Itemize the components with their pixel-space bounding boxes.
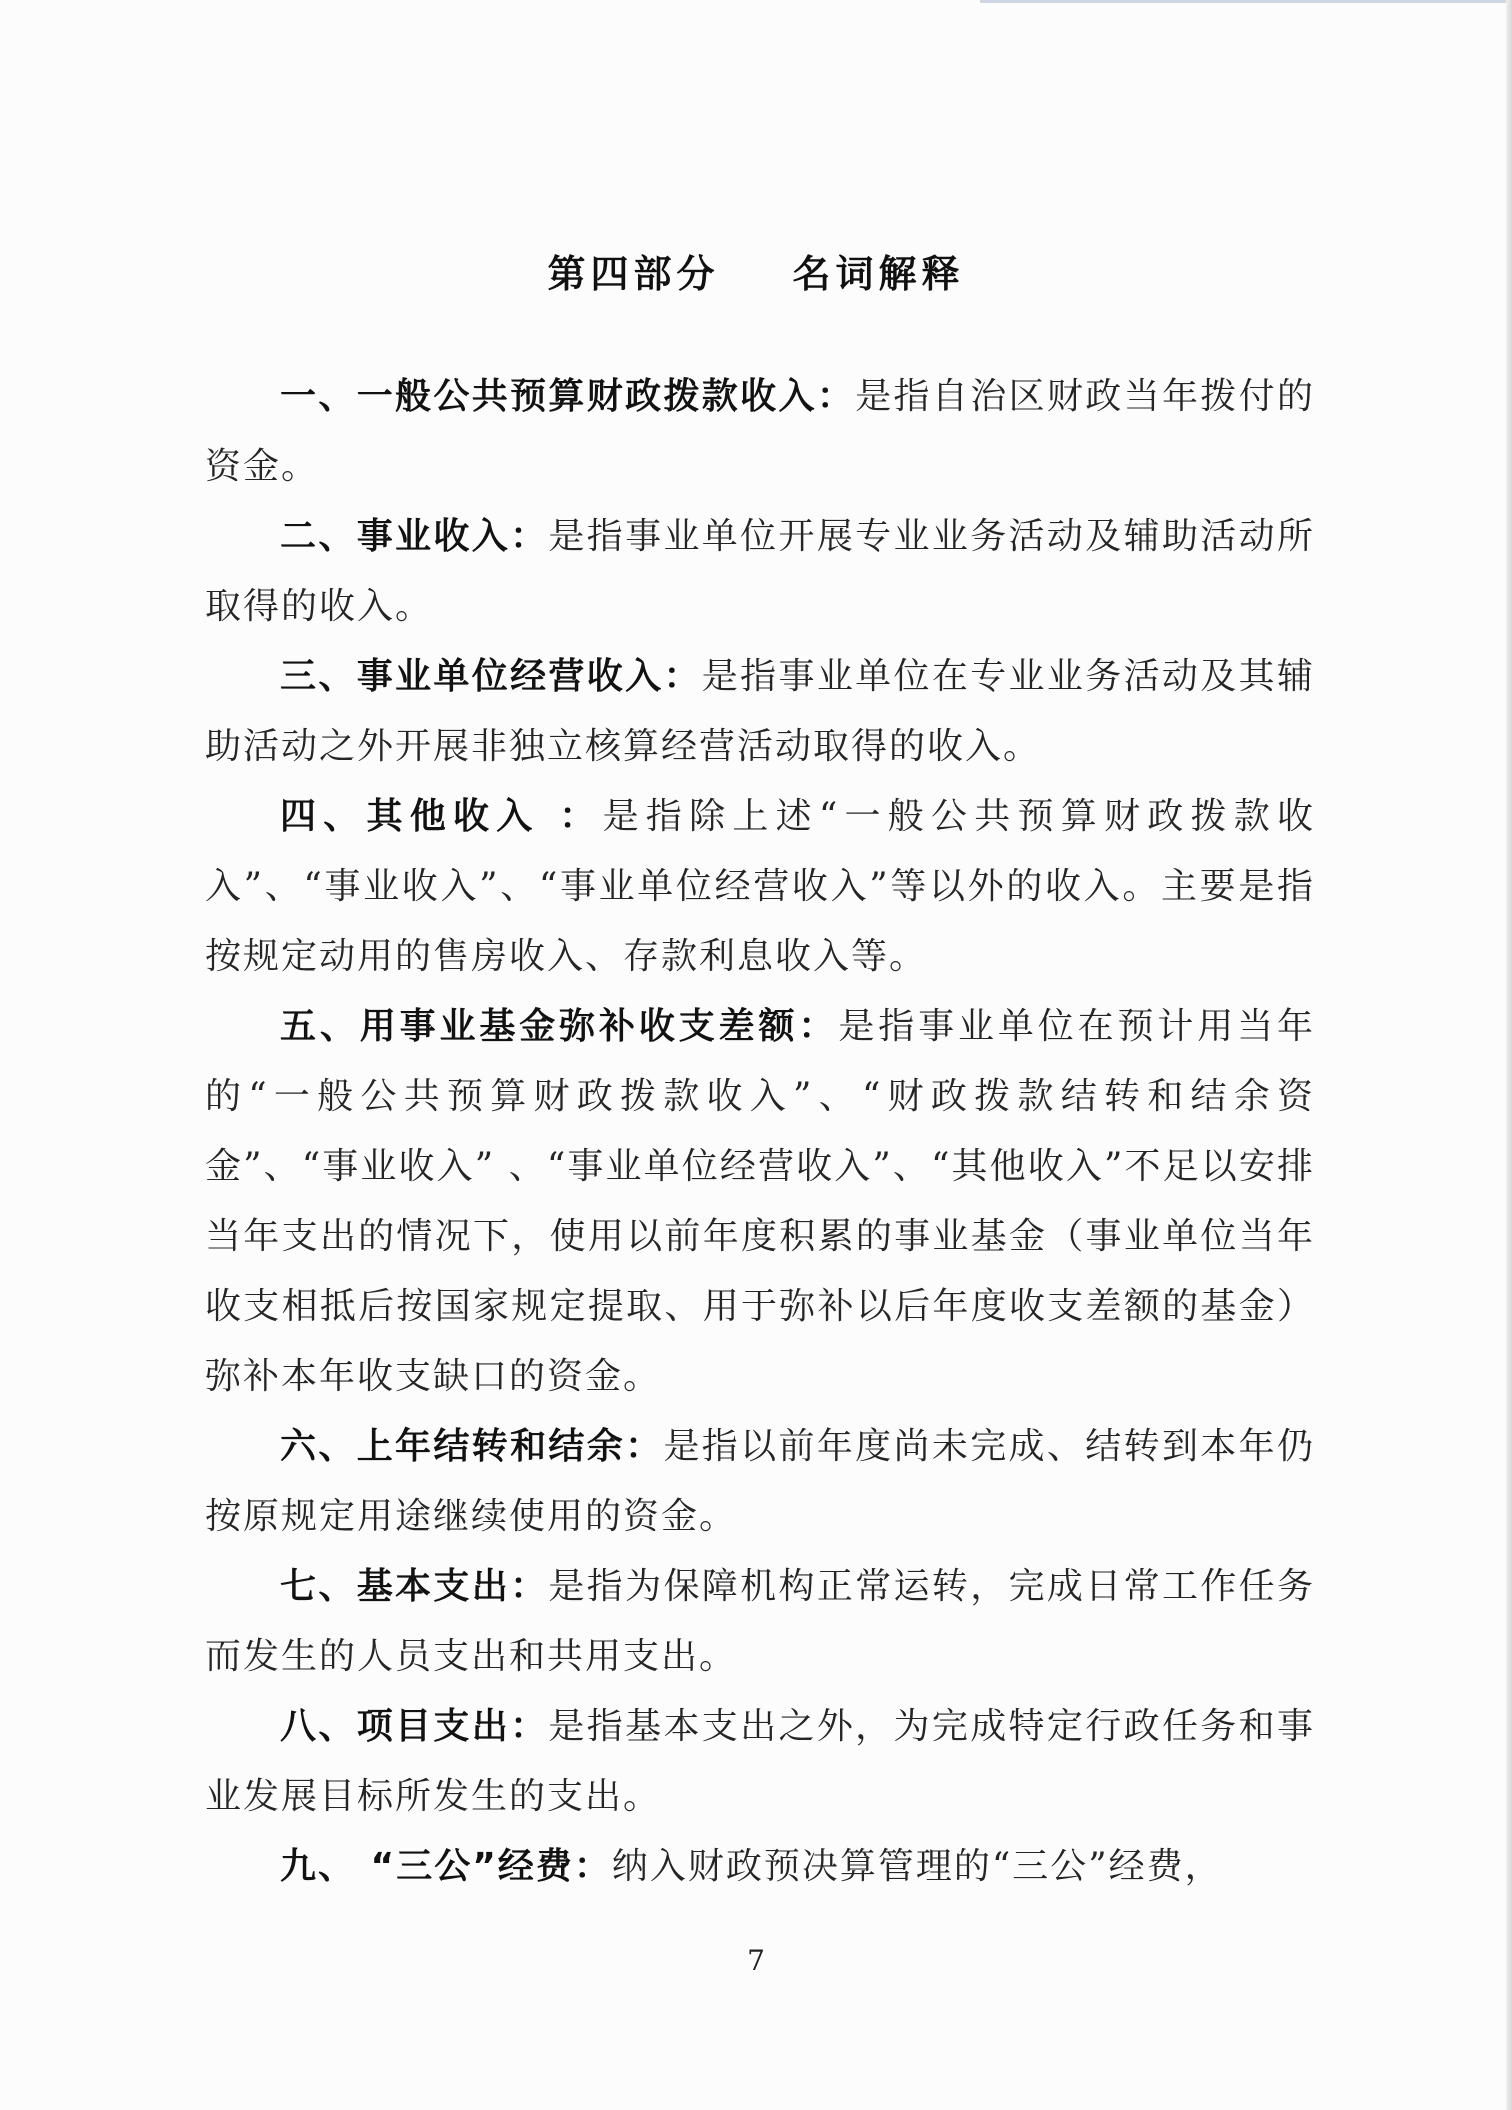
definition-term-8: 八、项目支出： [280,1706,549,1747]
definition-term-4: 四、其他收入 ： [280,796,603,837]
definition-paragraph-5 [205,992,1315,1412]
definition-paragraph-9 [205,1832,1315,1902]
definition-paragraph-4 [205,782,1315,992]
definition-paragraph-6 [205,1412,1315,1552]
definition-paragraph-3 [205,642,1315,782]
scan-right-edge [1506,0,1512,2110]
page-title: 第四部分 名词解释 [547,251,965,297]
definition-text-1: 是指自治区财政当年拨付的资金。 [205,376,1315,487]
definition-text-2: 是指事业单位开展专业业务活动及辅助活动所取得的收入。 [205,516,1315,627]
definition-term-7: 七、基本支出： [280,1566,549,1607]
scan-top-edge [980,0,1506,3]
page-number: 7 [747,1944,765,1977]
definition-text-8: 是指基本支出之外，为完成特定行政任务和事业发展目标所发生的支出。 [205,1706,1315,1817]
definition-paragraph-7 [205,1552,1315,1692]
definition-term-2: 二、事业收入： [280,516,549,557]
definition-text-3: 是指事业单位在专业业务活动及其辅助活动之外开展非独立核算经营活动取得的收入。 [205,656,1315,767]
definition-paragraph-1 [205,362,1315,502]
definition-term-3: 三、事业单位经营收入： [280,656,702,697]
definition-term-1: 一、一般公共预算财政拨款收入： [280,376,856,417]
definition-text-9: 纳入财政预决算管理的“三公”经费， [611,1846,1223,1887]
definition-text-5: 是指事业单位在预计用当年的“一般公共预算财政拨款收入”、“财政拨款结转和结余资金”、“事业收入” 、“事业单位经营收入”、“其他收入”不足以安排当年支出的情况下，使用以前年度积累的事业基金（事业单位当年收支相抵后按国家规定提取、用于弥补以后年度收支差额的基金）弥补本年收支缺口的资金。 [205,1006,1315,1397]
definitions-section [205,362,1315,1902]
definition-term-6: 六、上年结转和结余： [280,1426,664,1467]
definition-term-5: 五、用事业基金弥补收支差额： [280,1006,839,1047]
definition-term-9: 九、 “三公”经费： [280,1846,612,1887]
definition-text-6: 是指以前年度尚未完成、结转到本年仍按原规定用途继续使用的资金。 [205,1426,1315,1537]
definition-text-4: 是指除上述“一般公共预算财政拨款收入”、“事业收入”、“事业单位经营收入”等以外的收入。主要是指按规定动用的售房收入、存款利息收入等。 [205,796,1315,977]
definition-paragraph-8 [205,1692,1315,1832]
definition-paragraph-2 [205,502,1315,642]
definition-text-7: 是指为保障机构正常运转，完成日常工作任务而发生的人员支出和共用支出。 [205,1566,1315,1677]
